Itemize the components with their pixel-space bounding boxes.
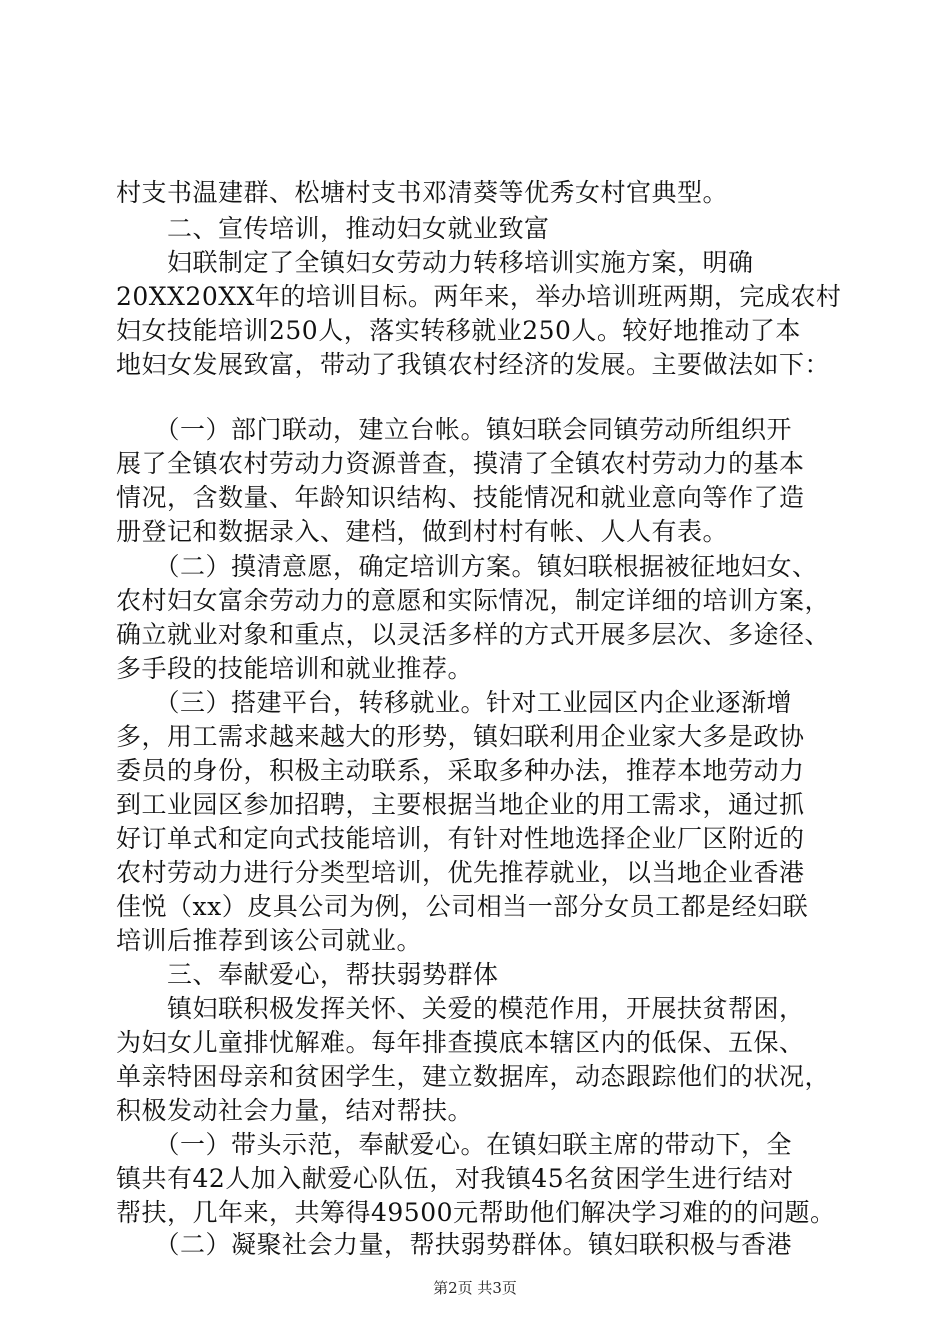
text-line: 帮扶，几年来，共筹得49500元帮助他们解决学习难的的问题。 bbox=[116, 1198, 836, 1227]
text-line: 多，用工需求越来越大的形势，镇妇联利用企业家大多是政协 bbox=[116, 722, 805, 751]
text-line: 好订单式和定向式技能培训，有针对性地选择企业厂区附近的 bbox=[116, 824, 805, 853]
text-line: 委员的身份，积极主动联系，采取多种办法，推荐本地劳动力 bbox=[116, 756, 805, 785]
text-line: 确立就业对象和重点，以灵活多样的方式开展多层次、多途径、 bbox=[116, 620, 831, 649]
text-line: 地妇女发展致富，带动了我镇农村经济的发展。主要做法如下： bbox=[116, 350, 831, 379]
text-line: （三）搭建平台，转移就业。针对工业园区内企业逐渐增 bbox=[116, 688, 793, 717]
text-line: 多手段的技能培训和就业推荐。 bbox=[116, 654, 474, 683]
text-line: 册登记和数据录入、建档，做到村村有帐、人人有表。 bbox=[116, 517, 729, 546]
section-heading: 二、宣传培训，推动妇女就业致富 bbox=[116, 214, 550, 243]
text-line: 到工业园区参加招聘，主要根据当地企业的用工需求，通过抓 bbox=[116, 790, 805, 819]
section-heading: 三、奉献爱心，帮扶弱势群体 bbox=[116, 960, 499, 989]
text-line: 镇共有42人加入献爱心队伍，对我镇45名贫困学生进行结对 bbox=[116, 1164, 794, 1193]
text-line: （二）凝聚社会力量，帮扶弱势群体。镇妇联积极与香港 bbox=[116, 1230, 793, 1259]
text-line: （一）部门联动，建立台帐。镇妇联会同镇劳动所组织开 bbox=[116, 415, 793, 444]
text-line: 单亲特困母亲和贫困学生，建立数据库，动态跟踪他们的状况， bbox=[116, 1062, 831, 1091]
text-line: 佳悦（xx）皮具公司为例，公司相当一部分女员工都是经妇联 bbox=[116, 892, 809, 921]
text-line: 培训后推荐到该公司就业。 bbox=[116, 926, 423, 955]
page-number-footer: 第2页 共3页 bbox=[433, 1279, 517, 1297]
text-line: 农村劳动力进行分类型培训，优先推荐就业，以当地企业香港 bbox=[116, 858, 805, 887]
text-line: 妇女技能培训250人，落实转移就业250人。较好地推动了本 bbox=[116, 316, 801, 345]
text-line: 农村妇女富余劳动力的意愿和实际情况，制定详细的培训方案， bbox=[116, 586, 831, 615]
text-line: （一）带头示范，奉献爱心。在镇妇联主席的带动下，全 bbox=[116, 1130, 793, 1159]
text-line: 20XX20XX年的培训目标。两年来，举办培训班两期，完成农村 bbox=[116, 282, 842, 311]
text-line: （二）摸清意愿，确定培训方案。镇妇联根据被征地妇女、 bbox=[116, 552, 818, 581]
text-line: 妇联制定了全镇妇女劳动力转移培训实施方案，明确 bbox=[116, 248, 754, 277]
text-line: 为妇女儿童排忧解难。每年排查摸底本辖区内的低保、五保、 bbox=[116, 1028, 805, 1057]
text-line: 村支书温建群、松塘村支书邓清葵等优秀女村官典型。 bbox=[116, 178, 729, 207]
text-line: 镇妇联积极发挥关怀、关爱的模范作用，开展扶贫帮困， bbox=[116, 994, 805, 1023]
text-line: 积极发动社会力量，结对帮扶。 bbox=[116, 1096, 474, 1125]
text-line: 情况，含数量、年龄知识结构、技能情况和就业意向等作了造 bbox=[116, 483, 805, 512]
text-line: 展了全镇农村劳动力资源普查，摸清了全镇农村劳动力的基本 bbox=[116, 449, 805, 478]
